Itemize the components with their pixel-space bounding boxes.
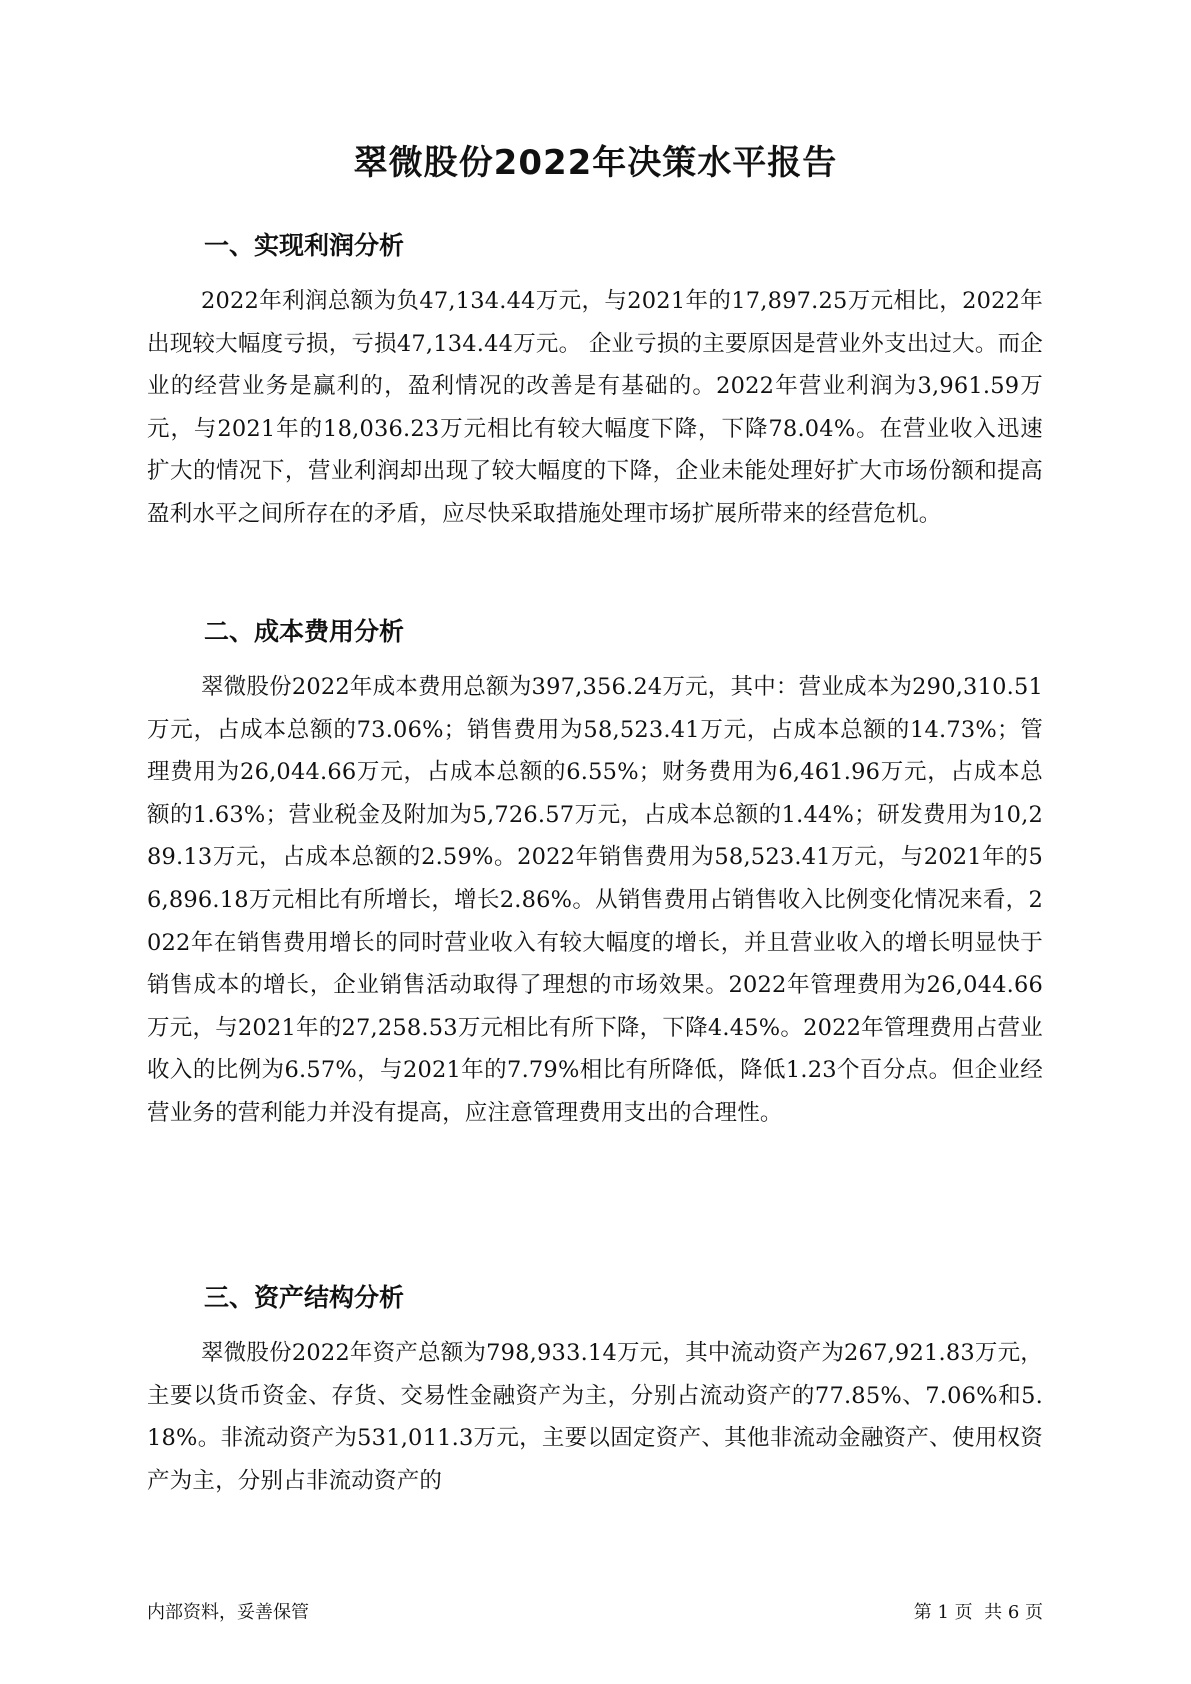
section-heading: 三、资产结构分析 <box>204 1283 405 1312</box>
footer-page-number: 第 1 页 共 6 页 <box>913 1602 1043 1623</box>
page-title: 翠微股份2022年决策水平报告 <box>353 143 838 183</box>
section-heading: 一、实现利润分析 <box>204 231 405 260</box>
section-paragraph: 翠微股份2022年资产总额为798,933.14万元，其中流动资产为267,921.83万元，主要以货币资金、存货、交易性金融资产为主，分别占流动资产的77.85%、7.06%和5.18%。非流动资产为531,011.3万元，主要以固定资产、其他非流动金融资产、使用权资产为主，分别占非流动资产的 <box>147 1340 1043 1494</box>
section-paragraph: 翠微股份2022年成本费用总额为397,356.24万元，其中：营业成本为290,310.51万元，占成本总额的73.06%；销售费用为58,523.41万元，占成本总额的14.73%；管理费用为26,044.66万元，占成本总额的6.55%；财务费用为6,461.96万元，占成本总额的1.63%；营业税金及附加为5,726.57万元，占成本总额的1.44%；研发费用为10,289.13万元，占成本总额的2.59%。2022年销售费用为58,523.41万元，与2021年的56,896.18万元相比有所增长，增长2.86%。从销售费用占销售收入比例变化情况来看，2022年在销售费用增长的同时营业收入有较大幅度的增长，并且营业收入的增长明显快于销售成本的增长，企业销售活动取得了理想的市场效果。2022年管理费用为26,044.66万元，与2021年的27,258.53万元相比有所下降，下降4.45%。2022年管理费用占营业收入的比例为6.57%，与2021年的7.79%相比有所降低，降低1.23个百分点。但企业经营业务的营利能力并没有提高，应注意管理费用支出的合理性。 <box>147 674 1043 1126</box>
section-profit-analysis <box>147 226 1043 536</box>
footer-confidential-note: 内部资料，妥善保管 <box>147 1602 309 1623</box>
section-asset-structure <box>147 1278 1043 1502</box>
section-cost-analysis <box>147 612 1043 1135</box>
section-heading: 二、成本费用分析 <box>204 617 405 646</box>
section-paragraph: 2022年利润总额为负47,134.44万元，与2021年的17,897.25万元相比，2022年出现较大幅度亏损，亏损47,134.44万元。 企业亏损的主要原因是营业外支出过大。而企业的经营业务是赢利的，盈利情况的改善是有基础的。2022年营业利润为3,961.59万元，与2021年的18,036.23万元相比有较大幅度下降，下降78.04%。在营业收入迅速扩大的情况下，营业利润却出现了较大幅度的下降，企业未能处理好扩大市场份额和提高盈利水平之间所存在的矛盾，应尽快采取措施处理市场扩展所带来的经营危机。 <box>147 288 1043 527</box>
